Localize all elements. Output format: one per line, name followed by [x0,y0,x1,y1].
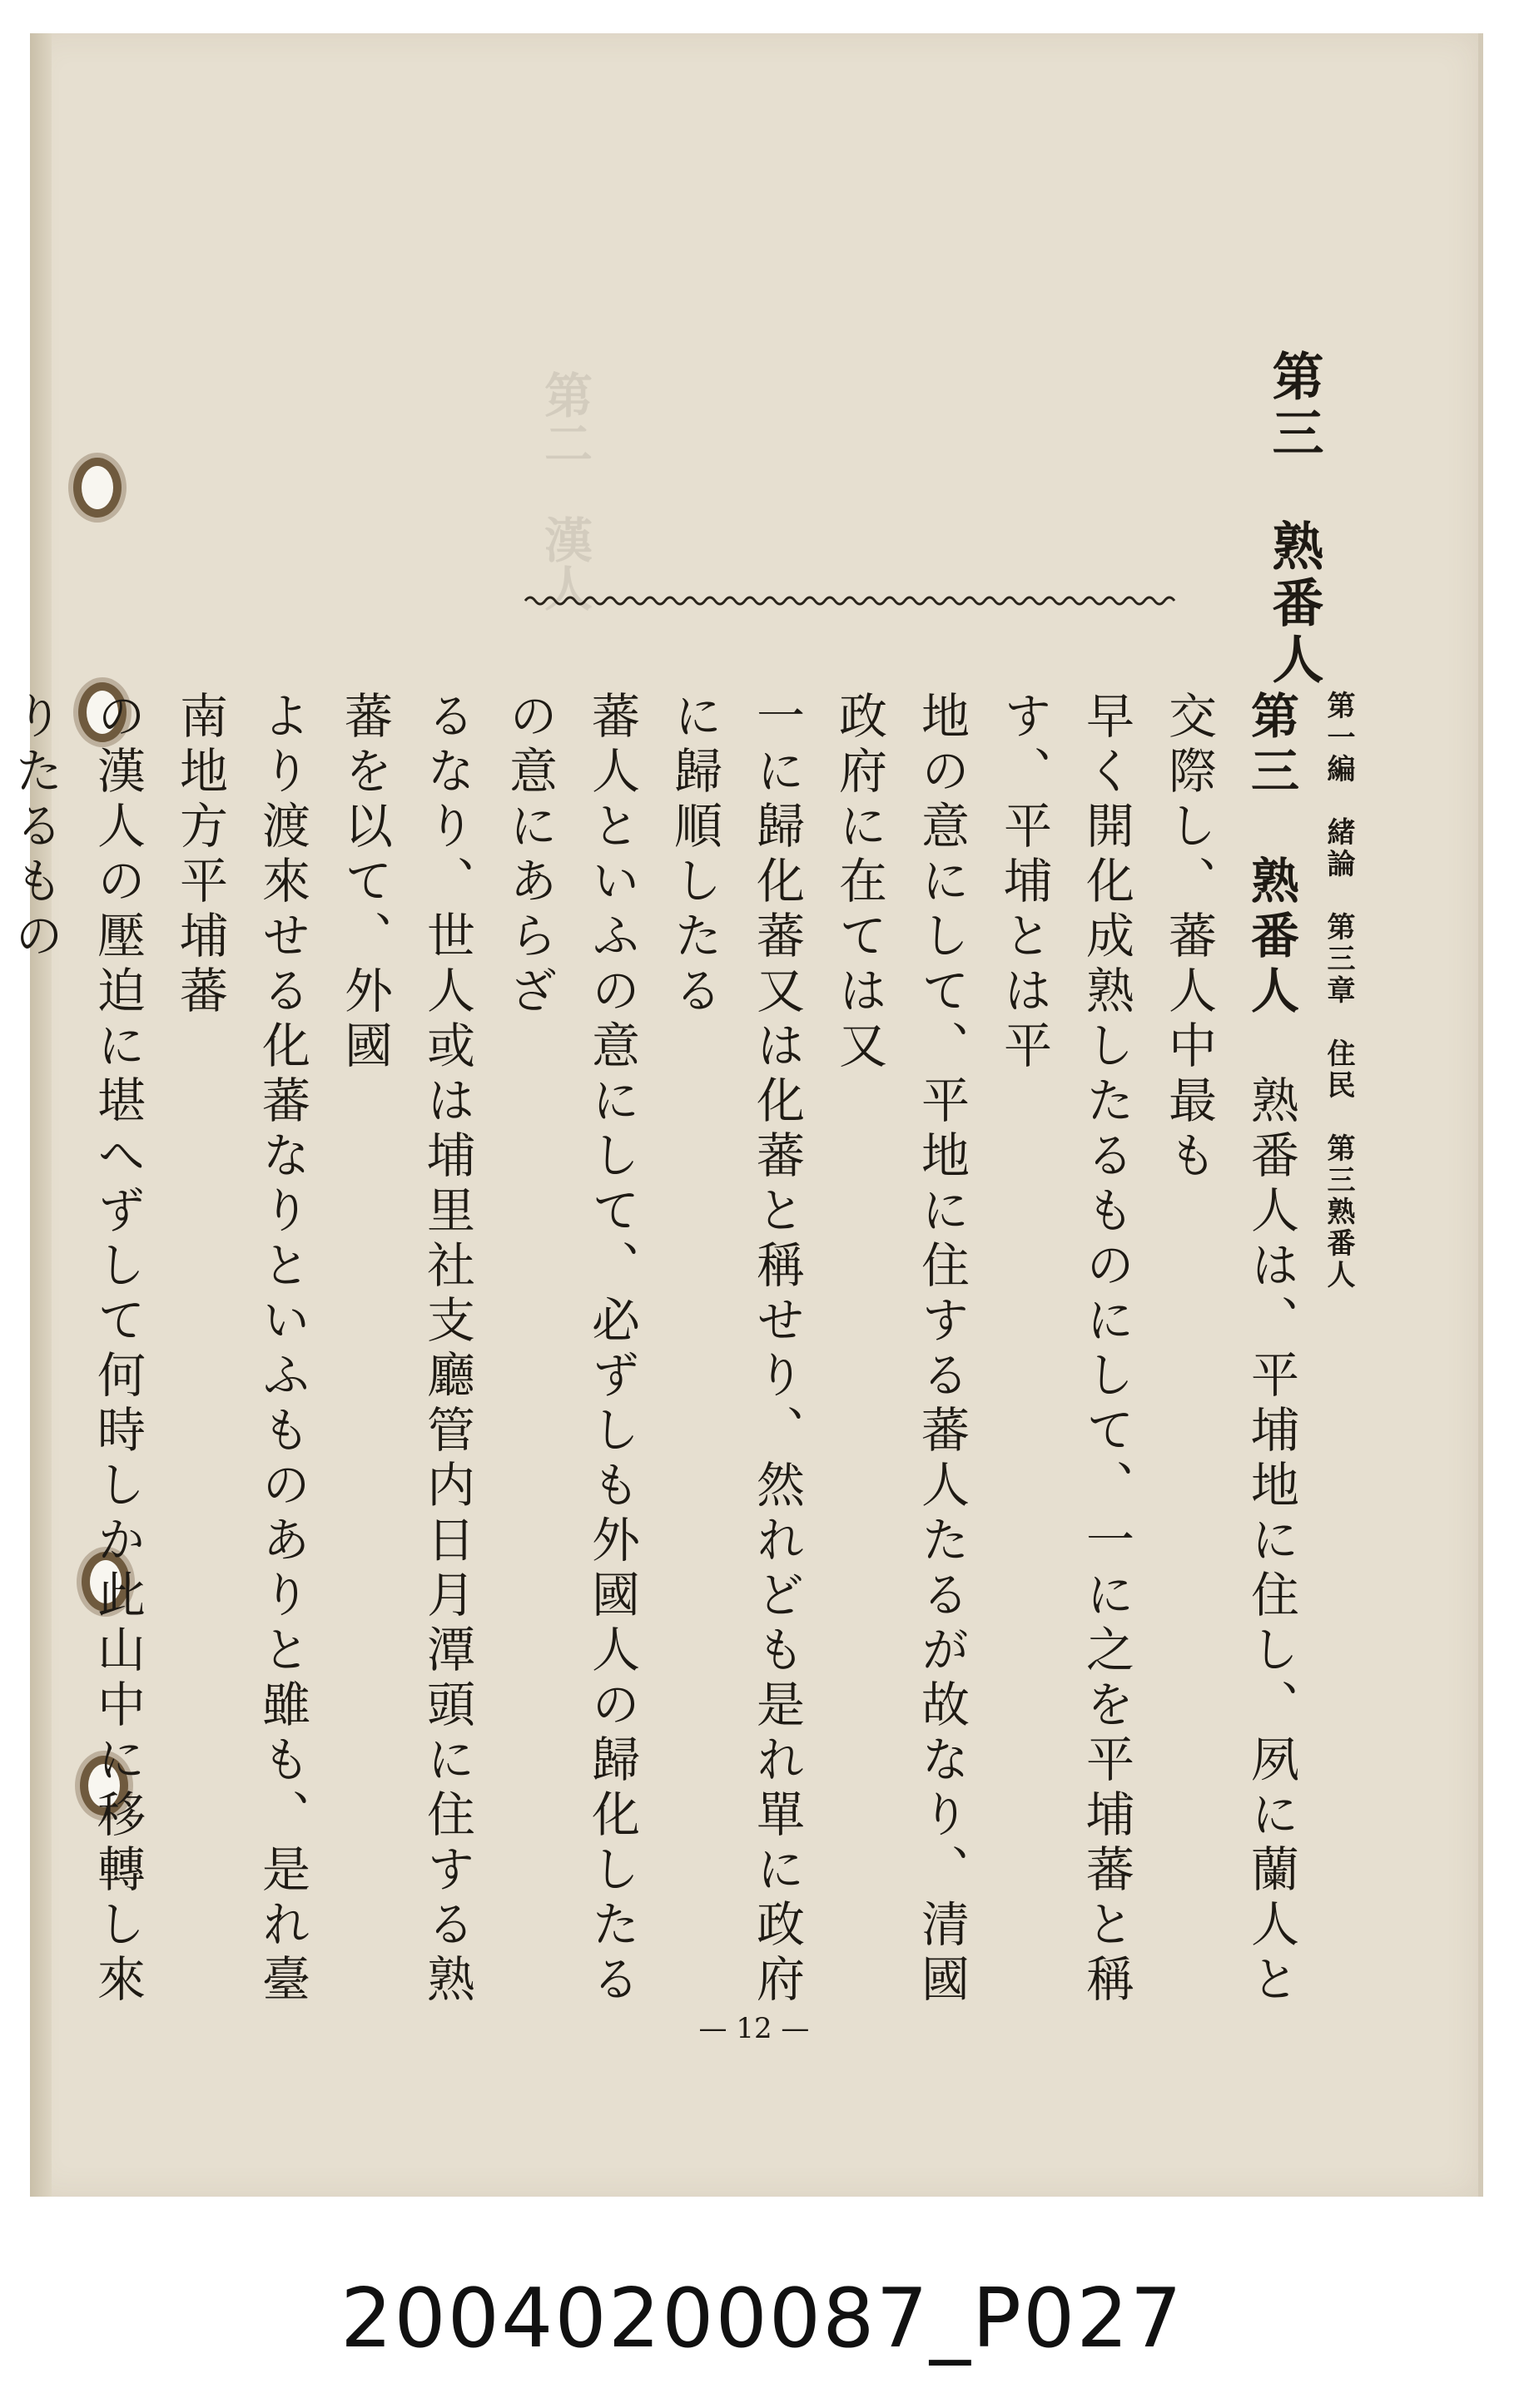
running-head: 第一編 緒論 第三章 住民 第三熟番人 [1322,691,1355,1291]
wavy-rule [525,591,1174,611]
body-column: 早く開化成熟したるものにして、一に之を平埔蕃と稱す、平埔とは平 [995,691,1134,2009]
body-column-lead [1147,691,1312,2030]
body-column: 地の意にして、平地に住する蕃人たるが故なり、清國政府に在ては又 [831,691,970,2009]
lead-text: 熟番人は、平埔地に住し、夙に蘭人と交際し、蕃人中最も [1160,691,1299,2009]
body-column: の漢人の壓迫に堪へずして何時しか此山中に移轉し來りたるもの [7,691,146,2009]
body-column: 一に歸化蕃又は化蕃と稱せり、然れども是れ單に政府に歸順したる [666,691,805,2009]
body-text [7,691,1312,2030]
body-column: より渡來せる化蕃なりといふものありと雖も、是れ臺南地方平埔蕃 [171,691,310,2009]
body-column: 蕃人といふの意にして、必ずしも外國人の歸化したるの意にあらざ [501,691,640,2009]
section-heading: 第三 熟番人 [1263,349,1324,689]
body-column: るなり、世人或は埔里社支廳管内日月潭頭に住する熟蕃を以て、外國 [336,691,475,2009]
section-label: 第三 熟番人 [1243,691,1299,1020]
bleed-through-heading: 第二 漢人 [536,370,593,612]
page-number: — 12 — [698,2012,810,2045]
punch-hole [82,466,113,509]
archive-id-caption: 20040200087_P027 [340,2272,1184,2366]
book-page [7,33,1483,2197]
